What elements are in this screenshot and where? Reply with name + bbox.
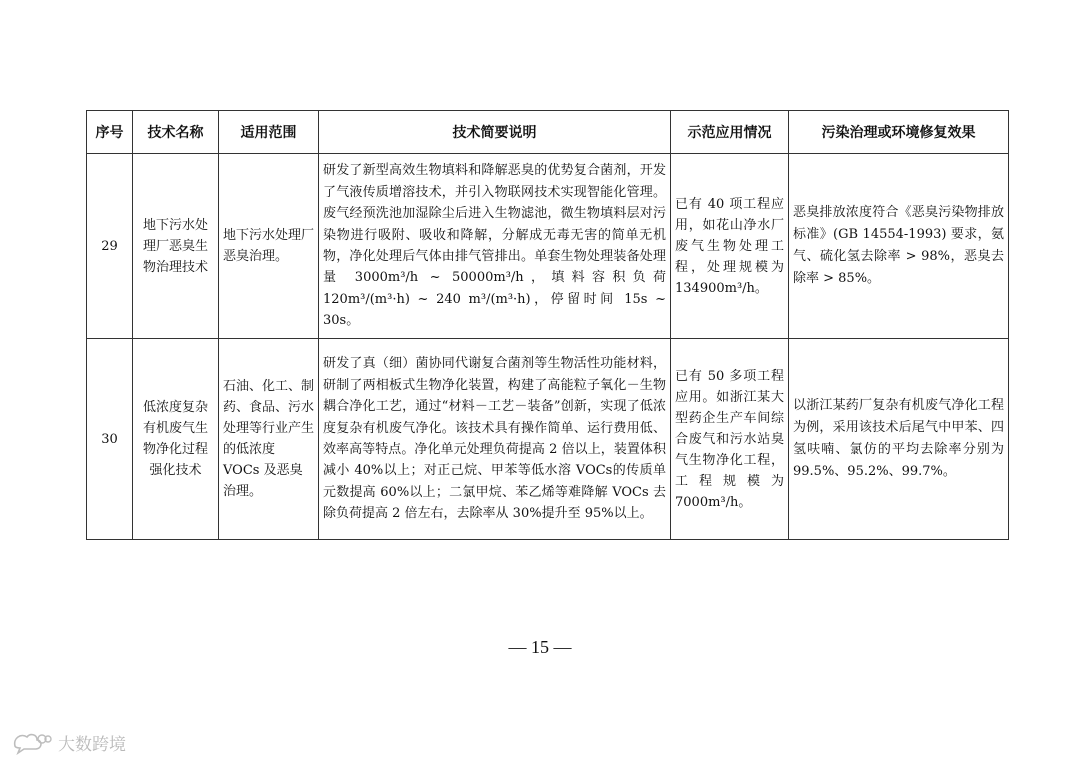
row-effect: 以浙江某药厂复杂有机废气净化工程为例，采用该技术后尾气中甲苯、四氢呋喃、氯仿的平均去除率分别为 99.5%、95.2%、99.7%。 — [789, 339, 1009, 540]
row-effect: 恶臭排放浓度符合《恶臭污染物排放标准》(GB 14554-1993) 要求，氨气、硫化氢去除率 > 98%，恶臭去除率 > 85%。 — [789, 154, 1009, 339]
row-description: 研发了新型高效生物填料和降解恶臭的优势复合菌剂，开发了气液传质增溶技术，并引入物联网技术实现智能化管理。废气经预洗池加湿除尘后进入生物滤池，微生物填料层对污染物进行吸附、吸收和降解，分解成无毒无害的简单无机物，净化处理后气体由排气管排出。单套生物处理装备处理量 3000m³/h ~ 50000m³/h，填料容积负荷 120m³/(m³·h) ~ 240 m³/(m³·h)，停留时间 15s ~ 30s。 — [319, 154, 671, 339]
table-row — [87, 154, 1009, 339]
row-no: 30 — [87, 339, 133, 540]
row-application: 已有 50 多项工程应用。如浙江某大型药企生产车间综合废气和污水站臭气生物净化工程，工程规模为 7000m³/h。 — [671, 339, 789, 540]
table-row — [87, 339, 1009, 540]
header-description: 技术简要说明 — [319, 111, 671, 154]
row-scope: 石油、化工、制药、食品、污水处理等行业产生的低浓度 VOCs 及恶臭治理。 — [219, 339, 319, 540]
page-number: — 15 — — [508, 637, 572, 657]
table-header-row — [87, 111, 1009, 154]
watermark-text: 大数跨境 — [58, 735, 126, 755]
technology-table — [86, 110, 1009, 540]
header-tech-name: 技术名称 — [133, 111, 219, 154]
header-scope: 适用范围 — [219, 111, 319, 154]
row-tech-name: 低浓度复杂有机废气生物净化过程强化技术 — [133, 339, 219, 540]
row-scope: 地下污水处理厂恶臭治理。 — [219, 154, 319, 339]
header-effect: 污染治理或环境修复效果 — [789, 111, 1009, 154]
row-description: 研发了真（细）菌协同代谢复合菌剂等生物活性功能材料，研制了两相板式生物净化装置，构建了高能粒子氧化－生物耦合净化工艺，通过“材料－工艺－装备”创新，实现了低浓度复杂有机废气净化。该技术具有操作简单、运行费用低、效率高等特点。净化单元处理负荷提高 2 倍以上，装置体积减小 40%以上；对正己烷、甲苯等低水溶 VOCs的传质单元数提高 60%以上；二氯甲烷、苯乙烯等难降解 VOCs 去除负荷提高 2 倍左右，去除率从 30%提升至 95%以上。 — [319, 339, 671, 540]
header-application: 示范应用情况 — [671, 111, 789, 154]
watermark — [12, 730, 126, 755]
header-no: 序号 — [87, 111, 133, 154]
row-tech-name: 地下污水处理厂恶臭生物治理技术 — [133, 154, 219, 339]
chat-bubble-logo-icon — [12, 731, 52, 755]
row-application: 已有 40 项工程应用，如花山净水厂废气生物处理工程，处理规模为 134900m³/h。 — [671, 154, 789, 339]
row-no: 29 — [87, 154, 133, 339]
